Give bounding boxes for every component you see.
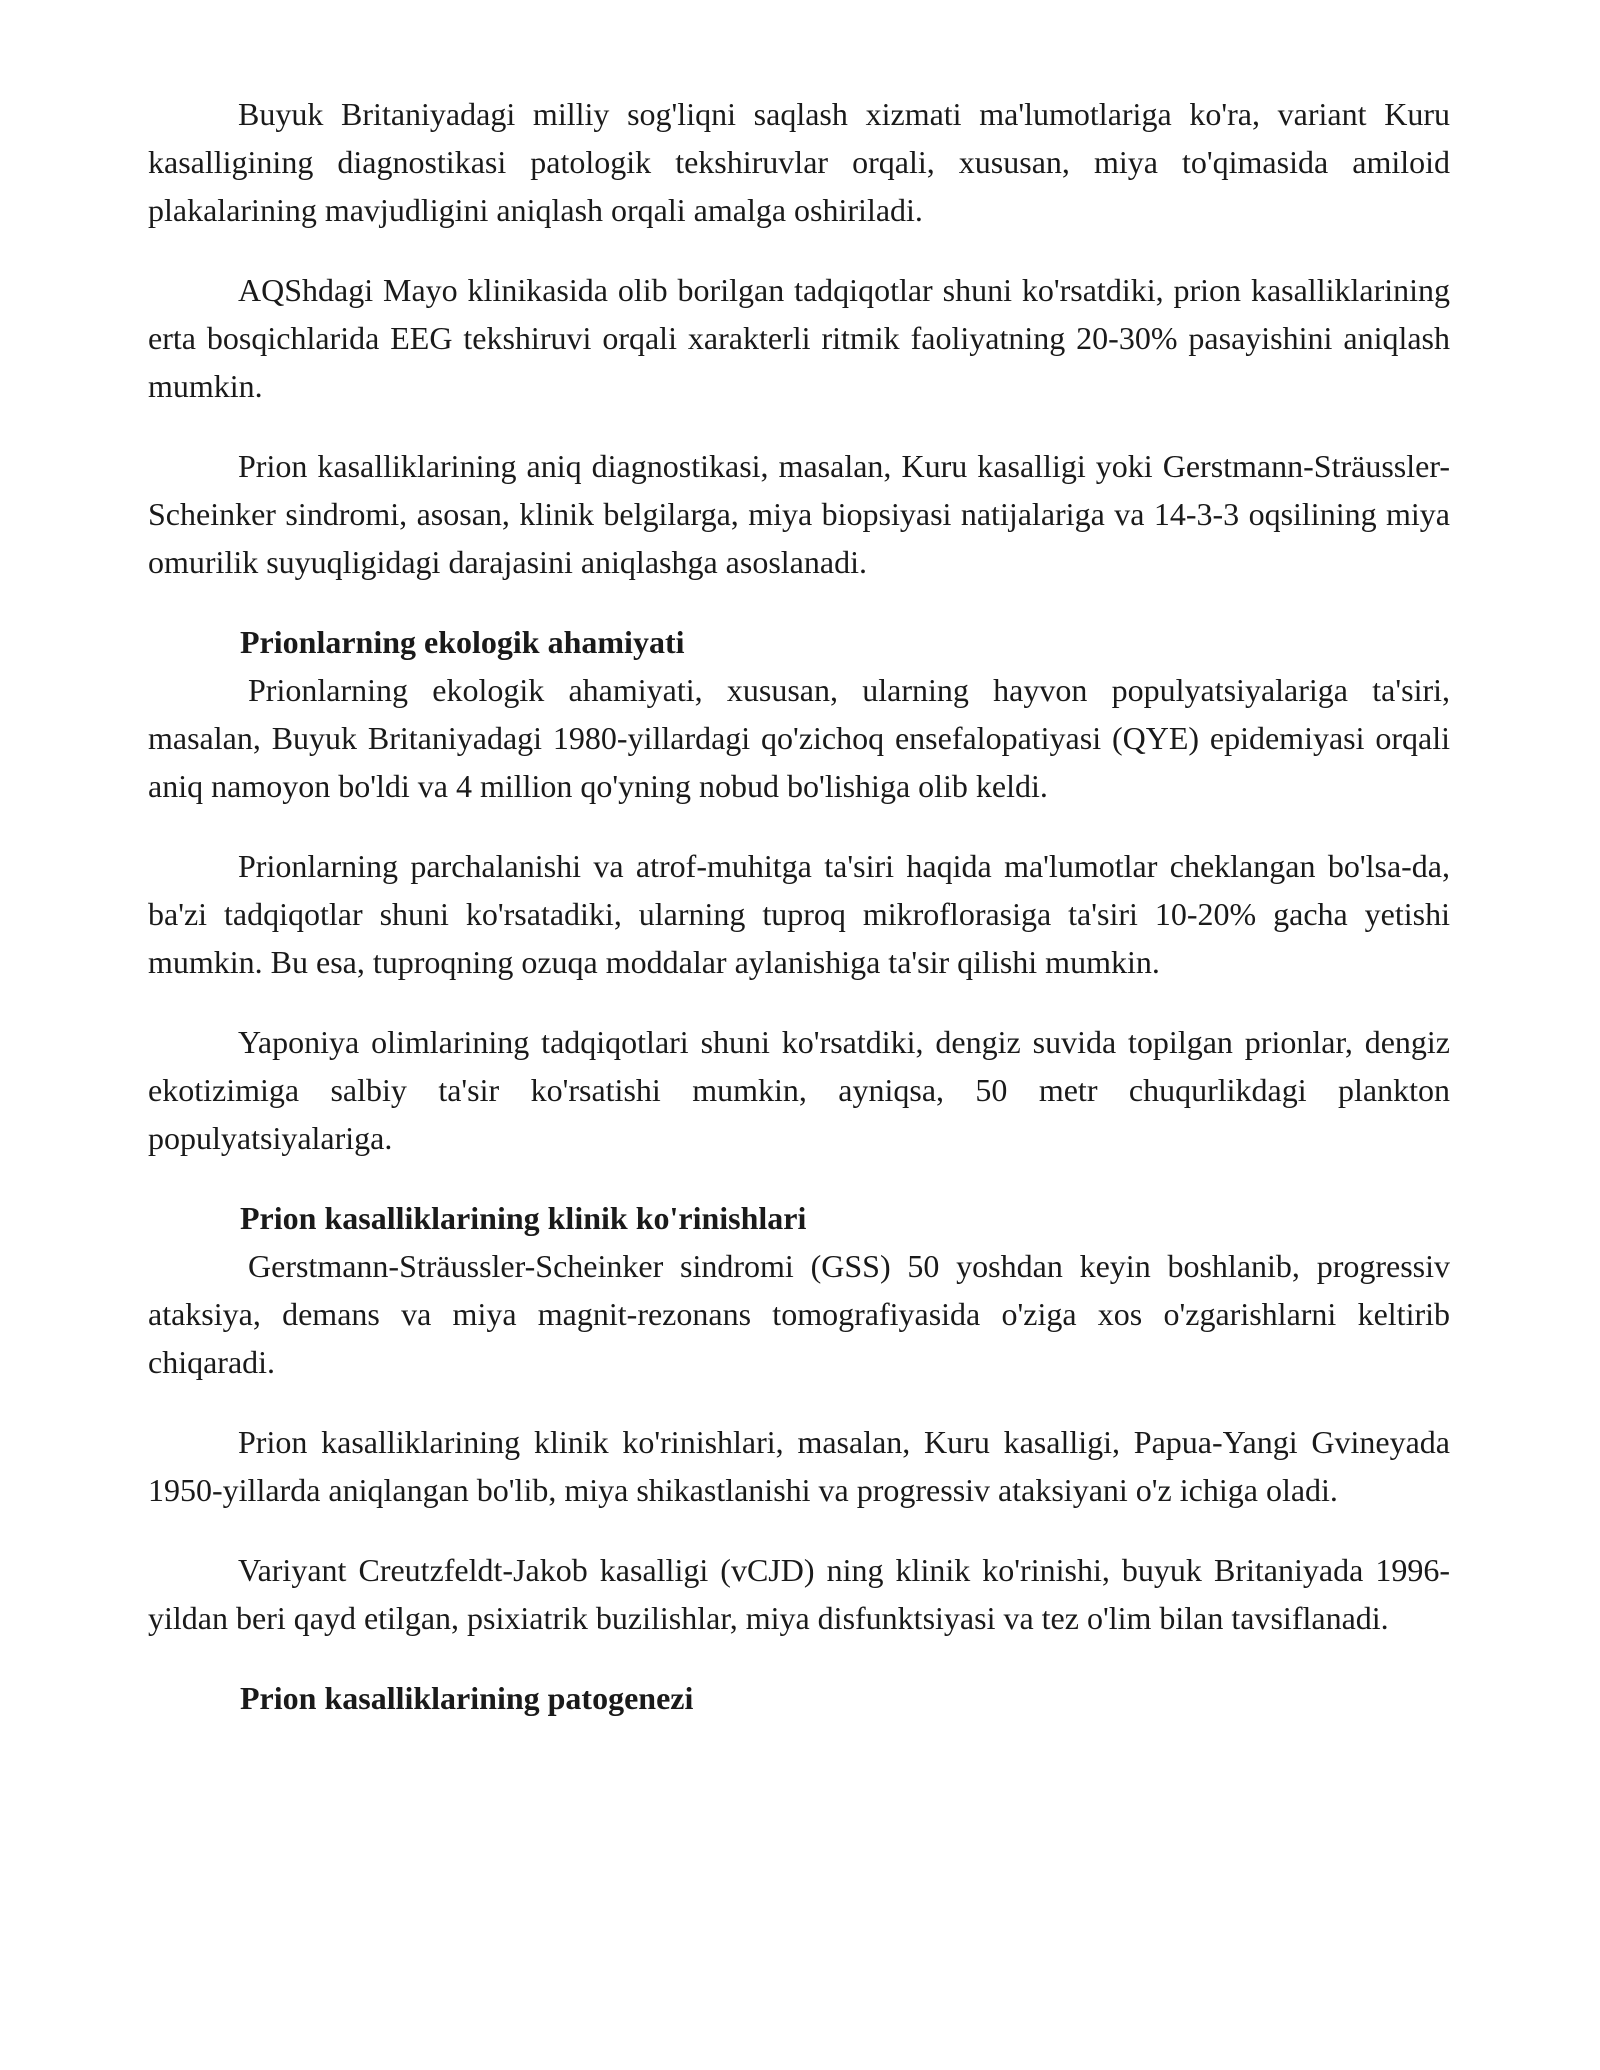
- paragraph: Variyant Creutzfeldt-Jakob kasalligi (vCJD) ning klinik ko'rinishi, buyuk Britaniyada 1996-yildan beri qayd etilgan, psixiatrik buzilishlar, miya disfunktsiyasi va tez o'lim bilan tavsiflanadi.: [148, 1552, 1450, 1636]
- section-heading: Prion kasalliklarining patogenezi: [240, 1680, 694, 1716]
- paragraph: Gerstmann-Sträussler-Scheinker sindromi (GSS) 50 yoshdan keyin boshlanib, progressiv ataksiya, demans va miya magnit-rezonans tomografiyasida o'ziga xos o'zgarishlarni keltirib chiqaradi.: [148, 1248, 1450, 1380]
- paragraph: Prionlarning parchalanishi va atrof-muhitga ta'siri haqida ma'lumotlar cheklangan bo'lsa-da, ba'zi tadqiqotlar shuni ko'rsatadiki, ularning tuproq mikroflorasiga ta'siri 10-20% gacha yetishi mumkin. Bu esa, tuproqning ozuqa moddalar aylanishiga ta'sir qilishi mumkin.: [148, 848, 1450, 980]
- section-heading: Prionlarning ekologik ahamiyati: [240, 624, 685, 660]
- section-heading: Prion kasalliklarining klinik ko'rinishlari: [240, 1200, 807, 1236]
- paragraph: AQShdagi Mayo klinikasida olib borilgan tadqiqotlar shuni ko'rsatdiki, prion kasalliklarining erta bosqichlarida EEG tekshiruvi orqali xarakterli ritmik faoliyatning 20-30% pasayishini aniqlash mumkin.: [148, 272, 1450, 404]
- paragraph: Prionlarning ekologik ahamiyati, xususan, ularning hayvon populyatsiyalariga ta'siri, masalan, Buyuk Britaniyadagi 1980-yillardagi qo'zichoq ensefalopatiyasi (QYE) epidemiyasi orqali aniq namoyon bo'ldi va 4 million qo'yning nobud bo'lishiga olib keldi.: [148, 672, 1450, 804]
- document-page: [148, 90, 1450, 1722]
- paragraph: Buyuk Britaniyadagi milliy sog'liqni saqlash xizmati ma'lumotlariga ko'ra, variant Kuru kasalligining diagnostikasi patologik tekshiruvlar orqali, xususan, miya to'qimasida amiloid plakalarining mavjudligini aniqlash orqali amalga oshiriladi.: [148, 96, 1450, 228]
- paragraph: Yaponiya olimlarining tadqiqotlari shuni ko'rsatdiki, dengiz suvida topilgan prionlar, dengiz ekotizimiga salbiy ta'sir ko'rsatishi mumkin, ayniqsa, 50 metr chuqurlikdagi plankton populyatsiyalariga.: [148, 1024, 1450, 1156]
- paragraph: Prion kasalliklarining aniq diagnostikasi, masalan, Kuru kasalligi yoki Gerstmann-Sträussler-Scheinker sindromi, asosan, klinik belgilarga, miya biopsiyasi natijalariga va 14-3-3 oqsilining miya omurilik suyuqligidagi darajasini aniqlashga asoslanadi.: [148, 448, 1450, 580]
- paragraph: Prion kasalliklarining klinik ko'rinishlari, masalan, Kuru kasalligi, Papua-Yangi Gvineyada 1950-yillarda aniqlangan bo'lib, miya shikastlanishi va progressiv ataksiyani o'z ichiga oladi.: [148, 1424, 1450, 1508]
